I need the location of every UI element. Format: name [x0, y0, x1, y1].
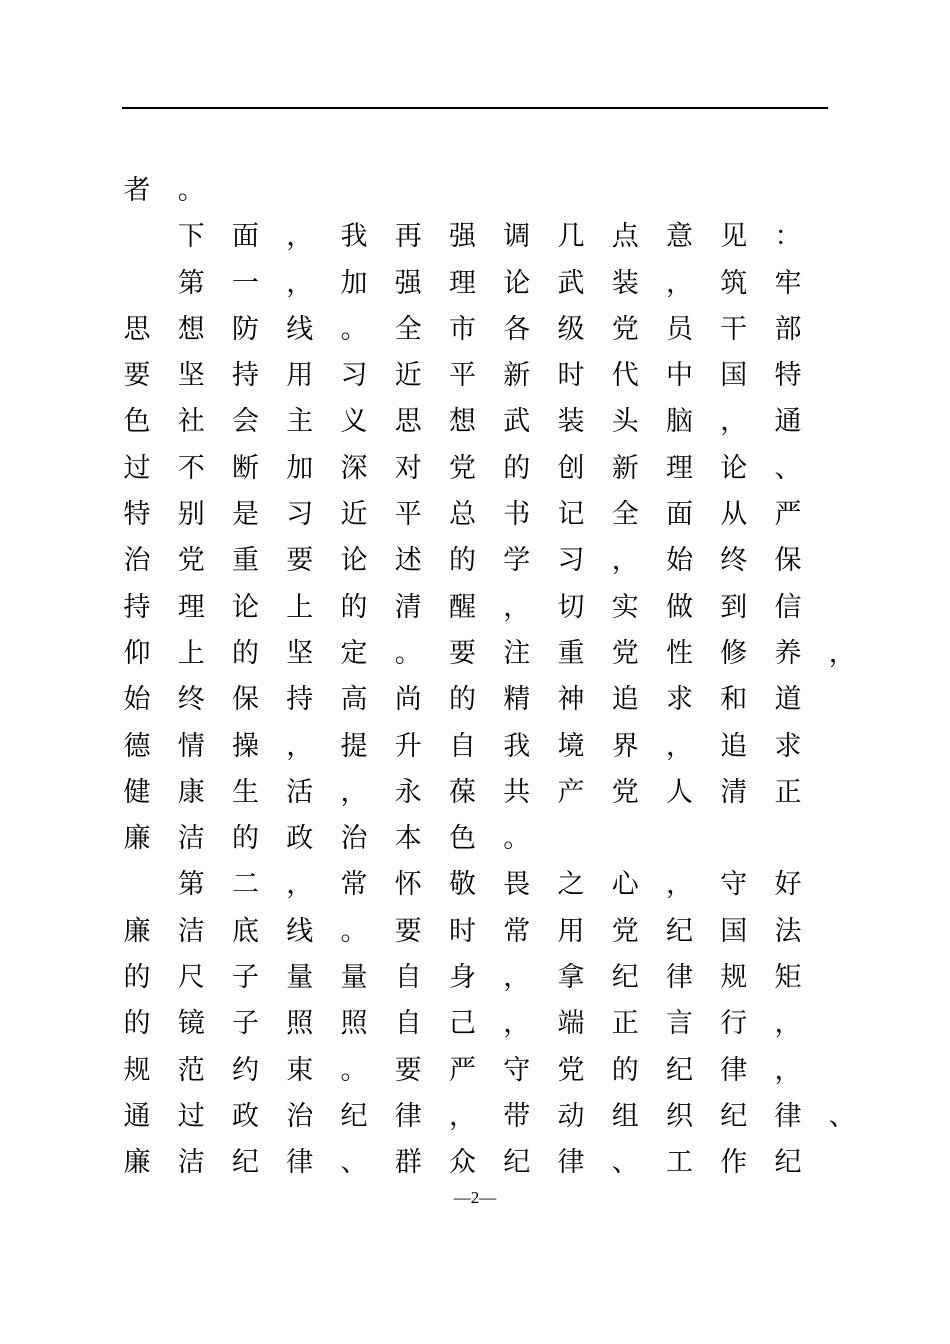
text-line: 通 过 政 治 纪 律 ， 带 动 组 织 纪 律 、 — [123, 1100, 856, 1132]
text-line: 规 范 约 束 。 要 严 守 党 的 纪 律 ， — [123, 1054, 802, 1086]
text-line: 第 二 ， 常 怀 敬 畏 之 心 ， 守 好 — [177, 869, 802, 901]
text-line: 过 不 断 加 深 对 党 的 创 新 理 论 、 — [123, 452, 802, 484]
text-line: 要 坚 持 用 习 近 平 新 时 代 中 国 特 — [123, 360, 802, 392]
text-line: 持 理 论 上 的 清 醒 ， 切 实 做 到 信 — [123, 591, 802, 623]
header-rule — [122, 107, 828, 109]
text-line: 廉 洁 底 线 。 要 时 常 用 党 纪 国 法 — [123, 915, 802, 947]
text-line: 廉 洁 纪 律 、 群 众 纪 律 、 工 作 纪 — [123, 1147, 802, 1179]
text-line: 第 一 ， 加 强 理 论 武 装 ， 筑 牢 — [177, 267, 802, 299]
text-line: 健 康 生 活 ， 永 葆 共 产 党 人 清 正 — [123, 776, 802, 808]
body-text — [0, 168, 950, 1187]
text-line: 德 情 操 ， 提 升 自 我 境 界 ， 追 求 — [123, 730, 802, 762]
text-line: 下 面 ， 我 再 强 调 几 点 意 见 ： — [177, 221, 802, 253]
text-line: 廉 洁 的 政 治 本 色 。 — [123, 823, 531, 855]
page-number: —2— — [453, 1188, 497, 1207]
text-line: 者 。 — [123, 175, 205, 206]
text-line: 始 终 保 持 高 尚 的 精 神 追 求 和 道 — [123, 684, 802, 716]
text-line: 的 镜 子 照 照 自 己 ， 端 正 言 行 ， — [123, 1008, 802, 1040]
text-line: 仰 上 的 坚 定 。 要 注 重 党 性 修 养 ， — [123, 637, 856, 669]
text-line: 思 想 防 线 。 全 市 各 级 党 员 干 部 — [123, 313, 802, 345]
text-line: 的 尺 子 量 量 自 身 ， 拿 纪 律 规 矩 — [123, 962, 802, 994]
text-line: 特 别 是 习 近 平 总 书 记 全 面 从 严 — [123, 499, 802, 531]
text-line: 色 社 会 主 义 思 想 武 装 头 脑 ， 通 — [123, 406, 802, 438]
text-line: 治 党 重 要 论 述 的 学 习 ， 始 终 保 — [123, 545, 802, 577]
